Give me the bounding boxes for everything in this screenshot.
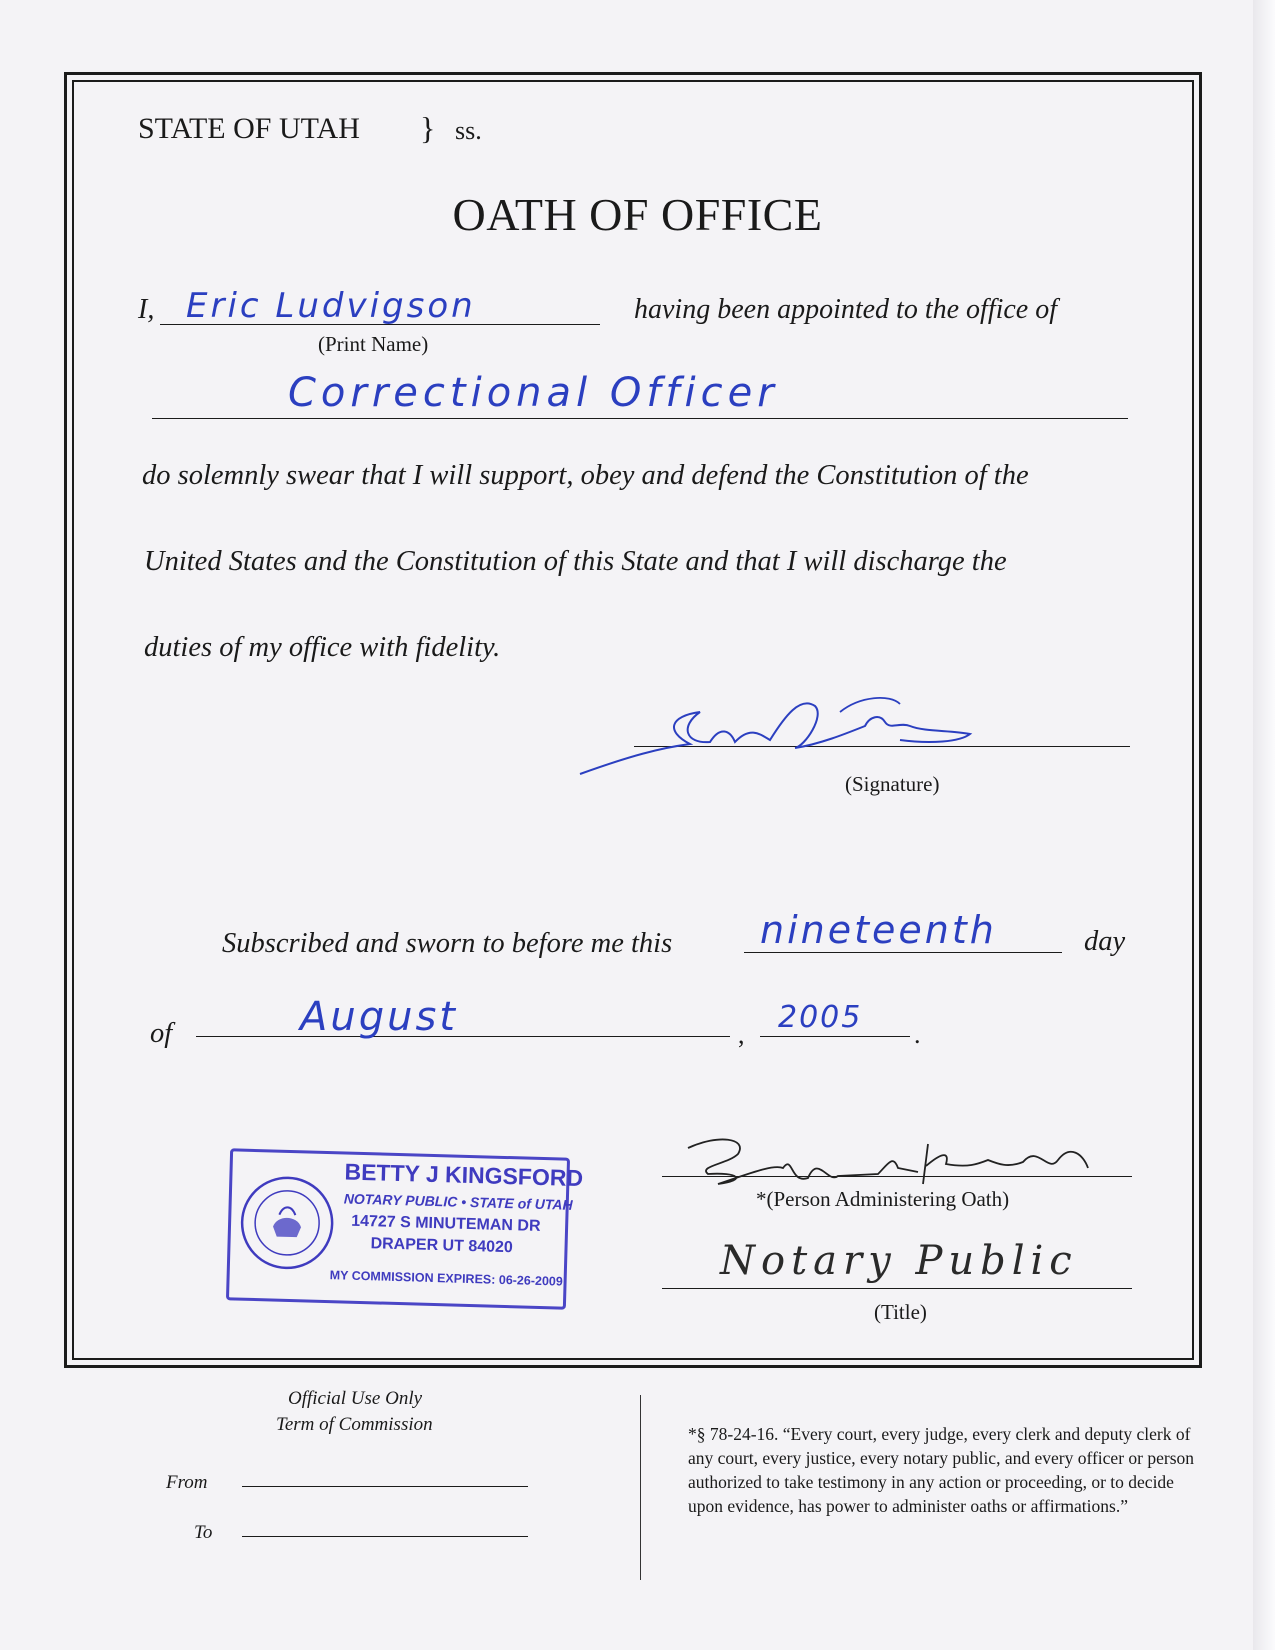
stamp-line-4: DRAPER UT 84020 [370,1235,514,1257]
oath-body-line-1: do solemnly swear that I will support, obey and defend the Constitution of the [142,460,1029,491]
state-of-utah-heading: STATE OF UTAH [138,112,360,145]
month-line [196,1036,730,1037]
official-use-heading: Official Use Only [288,1388,423,1409]
ss-abbreviation: ss. [455,116,482,145]
signature-label: (Signature) [845,772,940,796]
year-handwritten: 2005 [778,1000,863,1035]
stamp-line-3: 14727 S MINUTEMAN DR [350,1212,541,1235]
day-word: day [1084,926,1126,957]
appointed-text: having been appointed to the office of [634,294,1058,325]
title-label: (Title) [874,1300,927,1324]
oath-body-line-3: duties of my office with fidelity. [144,632,501,663]
month-handwritten: August [300,994,458,1040]
print-name-handwritten: Eric Ludvigson [186,286,476,326]
from-line [242,1486,528,1487]
stamp-line-5: MY COMMISSION EXPIRES: 06-26-2009 [329,1268,563,1289]
venue-brace: } [420,110,436,146]
stamp-notary-name: BETTY J KINGSFORD [344,1158,584,1192]
footer-divider [640,1395,641,1580]
year-period: . [914,1020,921,1049]
oath-taker-signature [570,686,990,786]
title-handwritten: Notary Public [720,1238,1078,1284]
print-name-label: (Print Name) [318,332,429,356]
to-line [242,1536,528,1537]
year-line [760,1036,910,1037]
sworn-text: Subscribed and sworn to before me this [222,928,673,959]
page-edge-shadow [1253,0,1275,1650]
oath-lead-i: I, [138,294,155,325]
page-title: OATH OF OFFICE [452,189,823,240]
title-line [662,1288,1132,1289]
day-line [744,952,1062,953]
office-line [152,418,1128,419]
of-word: of [150,1018,173,1049]
statute-footnote: *§ 78-24-16. “Every court, every judge, every clerk and deputy clerk of any court, every justice, every notary public, and every officer or person authorized to take testimony in any action or proceeding, or to decide upon evidence, has power to administer oaths or affirmations.” [688,1424,1195,1516]
month-comma: , [738,1020,745,1049]
oath-body-line-2: United States and the Constitution of this State and that I will discharge the [144,546,1007,577]
administrator-signature [678,1124,1108,1194]
stamp-line-2: NOTARY PUBLIC • STATE of UTAH [343,1190,573,1213]
from-label: From [166,1472,208,1493]
state-seal-icon [238,1174,337,1273]
day-handwritten: nineteenth [760,908,997,952]
to-label: To [194,1522,213,1543]
office-handwritten: Correctional Officer [288,370,779,416]
notary-stamp [226,1148,584,1309]
administrator-label: *(Person Administering Oath) [756,1187,1010,1211]
term-of-commission-heading: Term of Commission [276,1414,433,1435]
